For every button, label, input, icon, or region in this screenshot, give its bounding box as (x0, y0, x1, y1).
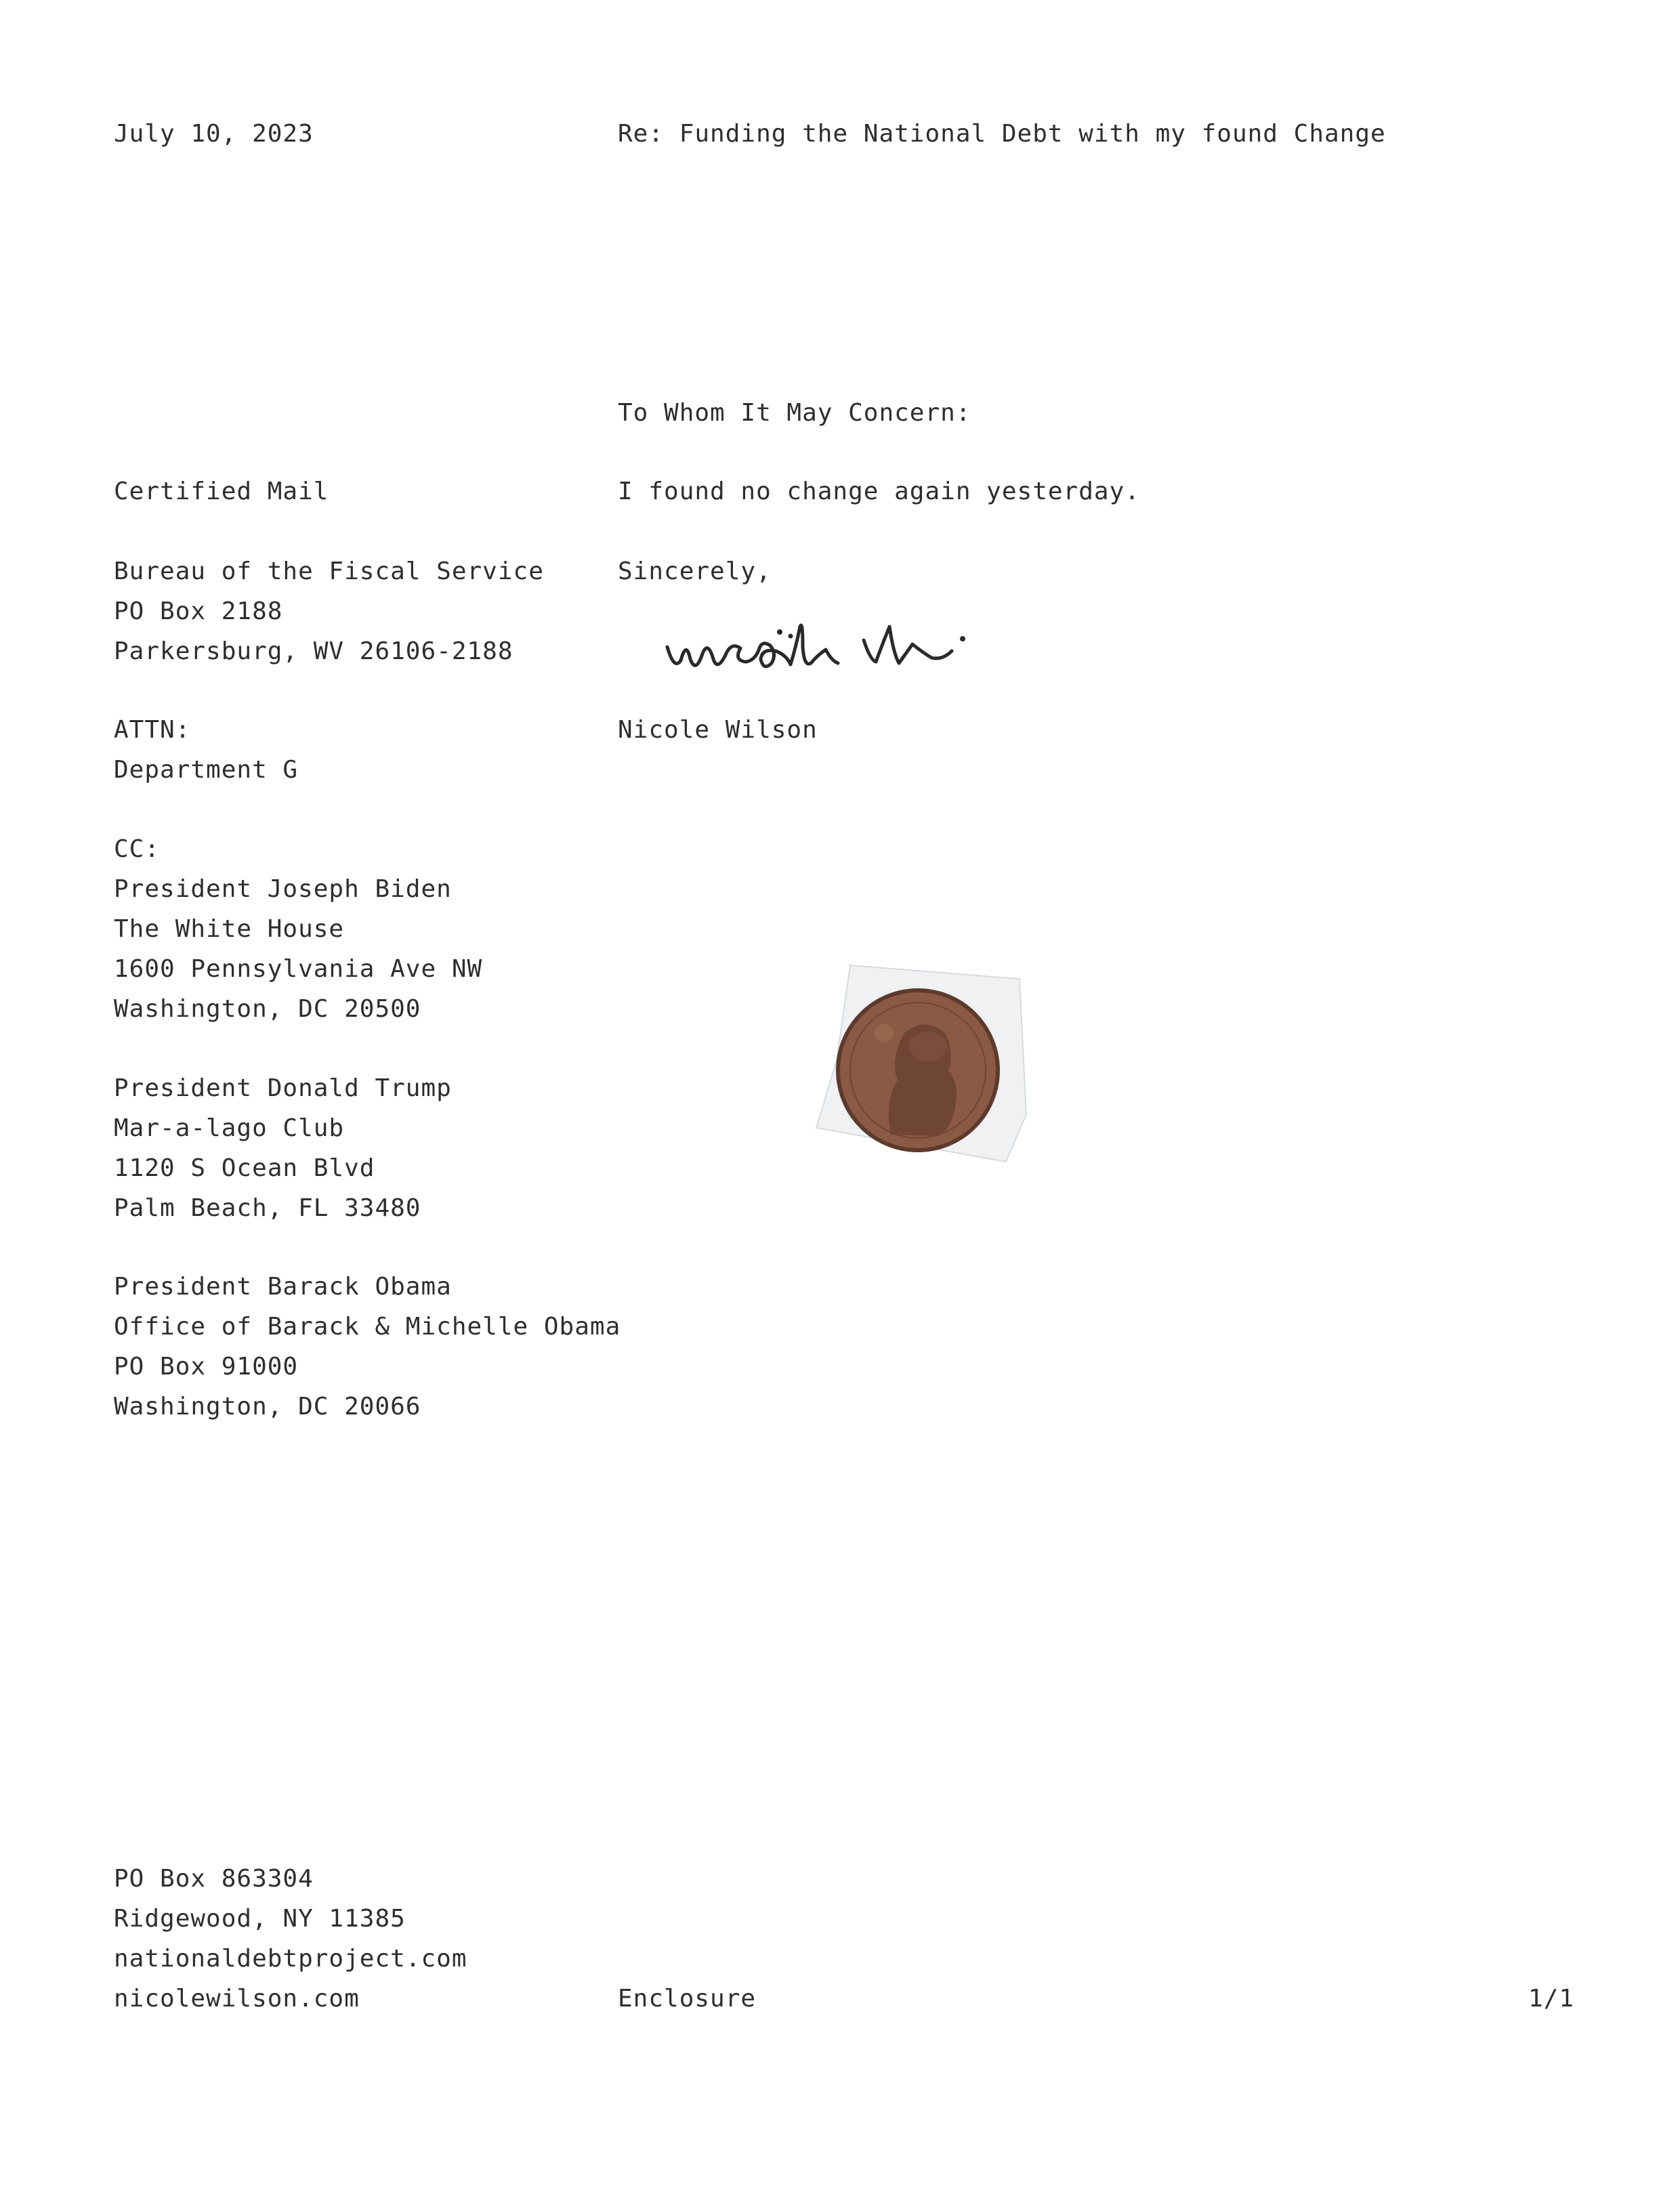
cc-recipient-line: The White House (114, 915, 345, 943)
mailing-method: Certified Mail (114, 478, 329, 505)
cc-recipient-line: President Donald Trump (114, 1074, 452, 1102)
address-line: PO Box 2188 (114, 597, 283, 625)
letter-date: July 10, 2023 (114, 120, 314, 148)
cc-recipient-line: Office of Barack & Michelle Obama (114, 1313, 621, 1341)
signature-image (660, 606, 1013, 681)
attn-department: Department G (114, 756, 299, 784)
sender-address (114, 1859, 467, 2019)
penny-coin-icon (810, 959, 1033, 1175)
cc-label: CC: (114, 835, 161, 863)
cc-recipient-line: 1600 Pennsylvania Ave NW (114, 955, 483, 983)
signer-name: Nicole Wilson (618, 716, 818, 744)
cc-recipient-line: Mar-a-lago Club (114, 1114, 345, 1142)
address-line: Bureau of the Fiscal Service (114, 557, 544, 585)
cc-recipient-line: President Joseph Biden (114, 875, 452, 903)
cc-recipient-line: PO Box 91000 (114, 1353, 299, 1381)
page-number: 1/1 (1528, 1985, 1575, 2013)
enclosure-label: Enclosure (618, 1985, 757, 2013)
cc-recipient-line: Palm Beach, FL 33480 (114, 1194, 421, 1222)
cc-recipient-obama (114, 1267, 621, 1427)
recipient-address (114, 551, 544, 671)
cc-recipient-line: Washington, DC 20066 (114, 1393, 421, 1421)
closing: Sincerely, (618, 557, 772, 585)
sender-website: nicolewilson.com (114, 1985, 360, 2013)
sender-line: PO Box 863304 (114, 1865, 314, 1893)
cc-recipient-trump (114, 1068, 452, 1228)
cc-block (114, 829, 482, 1029)
attention-block (114, 710, 298, 790)
cc-recipient-line: 1120 S Ocean Blvd (114, 1154, 375, 1182)
sender-line: Ridgewood, NY 11385 (114, 1905, 406, 1933)
letter-body: I found no change again yesterday. (618, 478, 1140, 505)
subject-line: Re: Funding the National Debt with my found Change (618, 120, 1386, 148)
attn-label: ATTN: (114, 716, 191, 744)
cc-recipient-line: Washington, DC 20500 (114, 995, 421, 1023)
cc-recipient-line: President Barack Obama (114, 1273, 452, 1301)
sender-website: nationaldebtproject.com (114, 1945, 467, 1973)
salutation: To Whom It May Concern: (618, 399, 971, 427)
address-line: Parkersburg, WV 26106-2188 (114, 637, 513, 665)
